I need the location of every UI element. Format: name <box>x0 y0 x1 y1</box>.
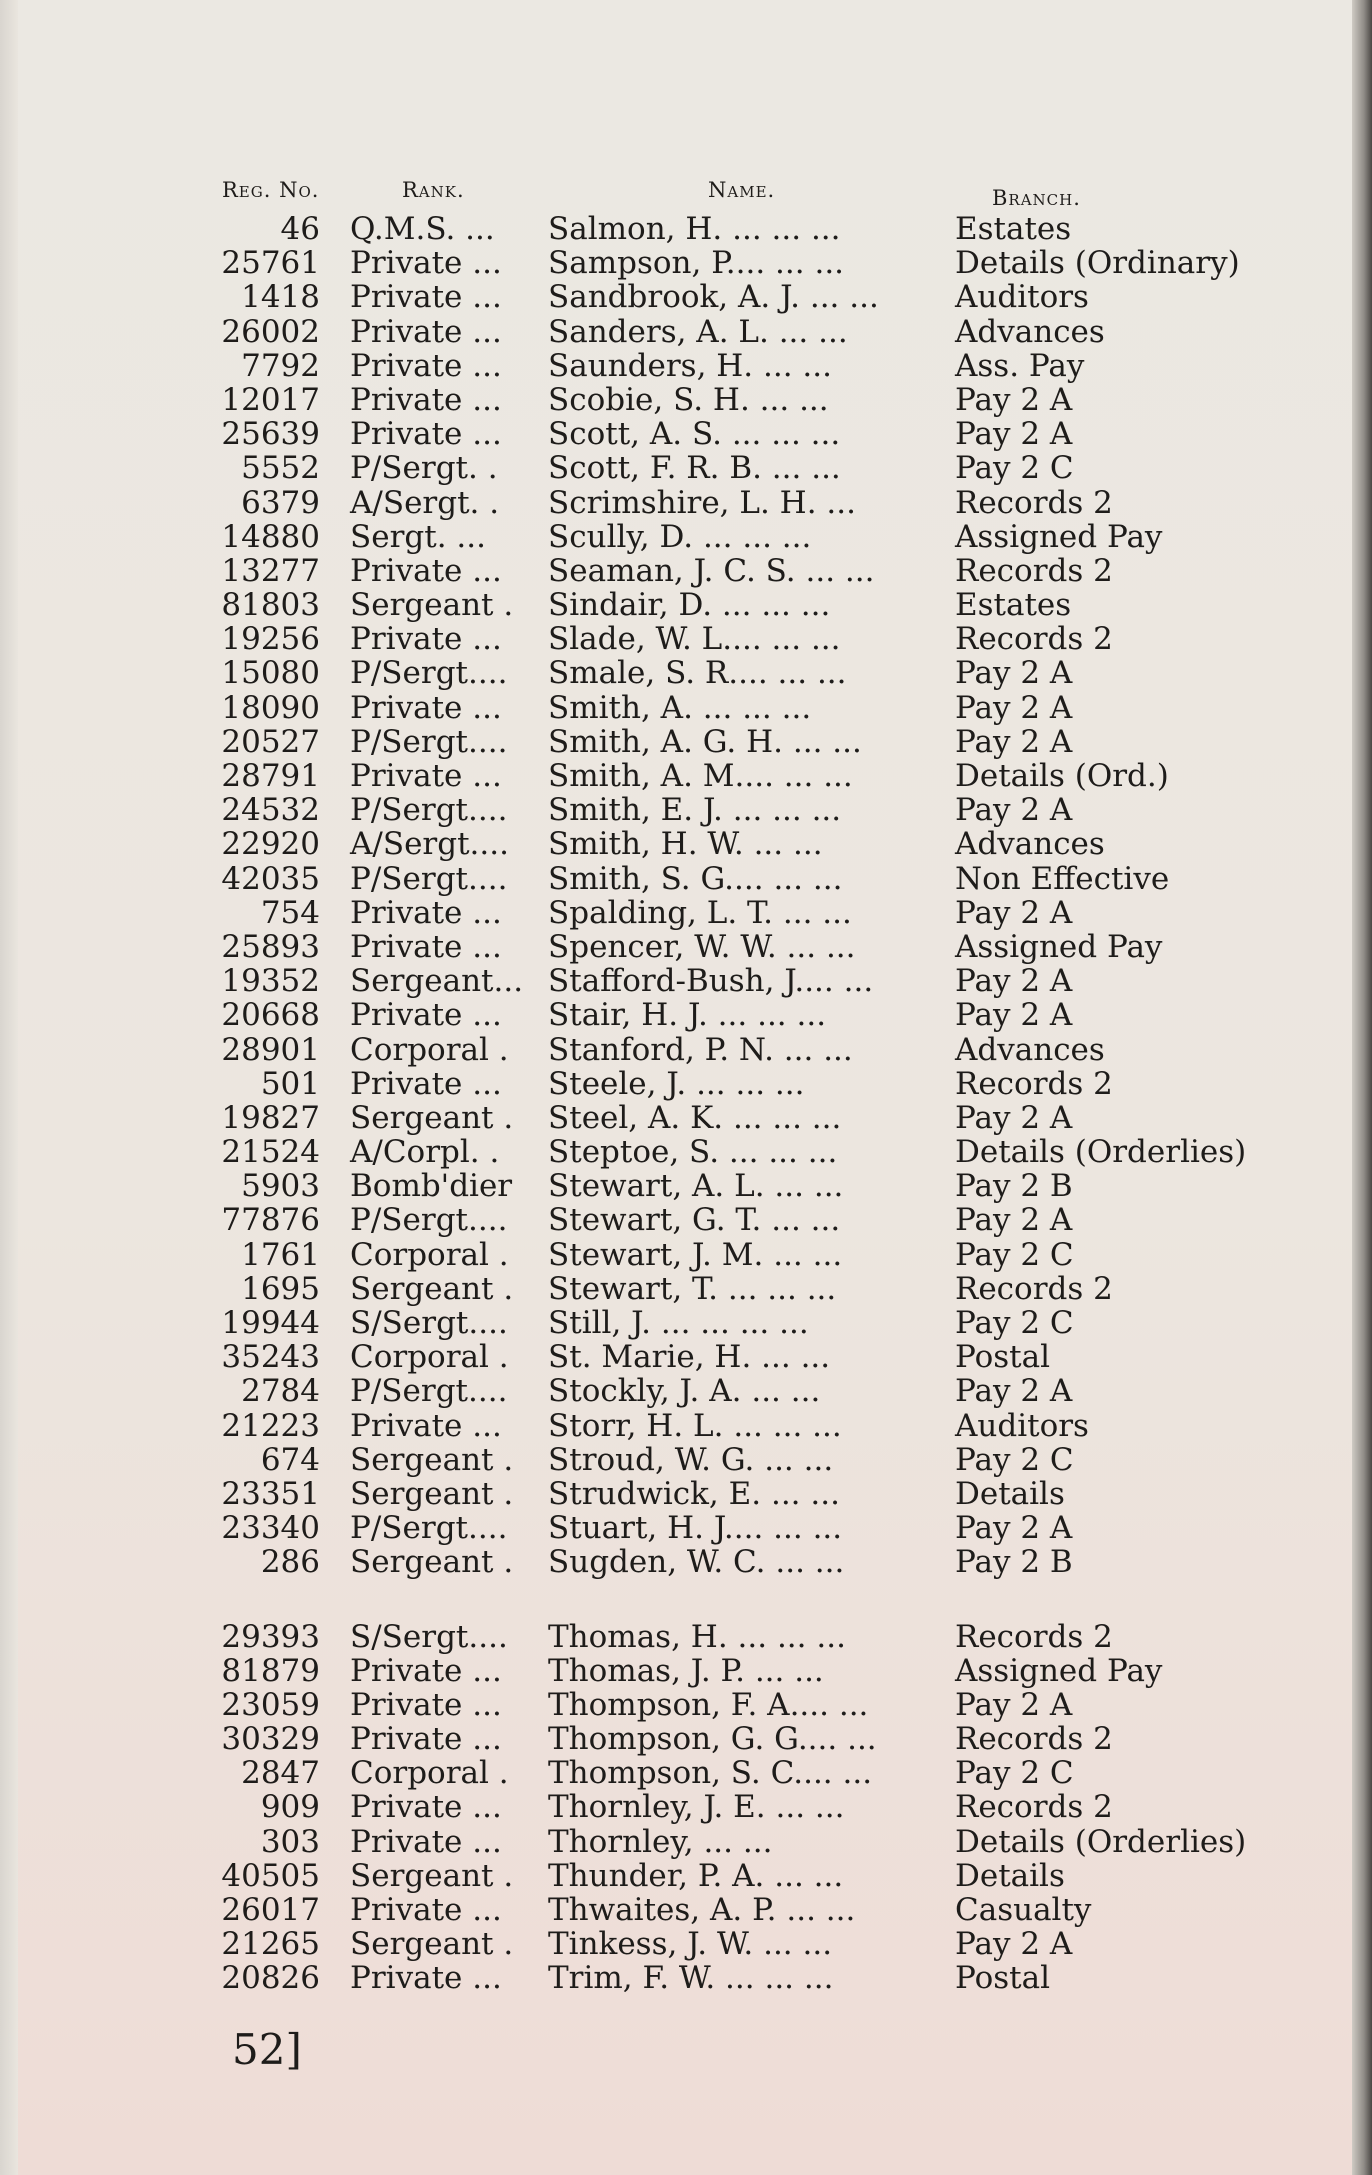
list-row <box>0 246 1372 280</box>
list-row <box>0 1306 1372 1340</box>
list-row <box>0 725 1372 759</box>
branch: Pay 2 B <box>955 1544 1073 1581</box>
rank: Private ... <box>350 928 502 965</box>
list-row <box>0 1409 1372 1443</box>
name: Sandbrook, A. J. ... ... <box>548 279 879 316</box>
rank: P/Sergt.... <box>350 1202 508 1239</box>
name: Saunders, H. ... ... <box>548 347 832 384</box>
name: Thornley, J. E. ... ... <box>548 1789 845 1826</box>
rank: Private ... <box>350 1960 502 1997</box>
rank: Sergeant . <box>350 1270 514 1307</box>
name: Stewart, T. ... ... ... <box>548 1270 837 1307</box>
list-row <box>0 1511 1372 1545</box>
rank: Private ... <box>350 689 502 726</box>
rank: Private ... <box>350 313 502 350</box>
list-row <box>0 827 1372 861</box>
reg-number: 77876 <box>221 1202 320 1239</box>
list-row <box>0 383 1372 417</box>
list-row <box>0 1135 1372 1169</box>
reg-number: 19256 <box>221 621 320 658</box>
reg-number: 23059 <box>221 1686 320 1723</box>
reg-number: 303 <box>260 1823 320 1860</box>
branch: Pay 2 A <box>955 655 1073 692</box>
reg-number: 1418 <box>241 279 320 316</box>
branch: Pay 2 A <box>955 1510 1073 1547</box>
list-group-s <box>0 212 1372 1580</box>
reg-number: 18090 <box>221 689 320 726</box>
branch: Records 2 <box>955 484 1113 521</box>
list-row <box>0 588 1372 622</box>
rank: Sergeant . <box>350 587 514 624</box>
name: Spalding, L. T. ... ... <box>548 894 852 931</box>
list-row <box>0 1722 1372 1756</box>
list-row <box>0 930 1372 964</box>
name: Thomas, H. ... ... ... <box>548 1618 846 1655</box>
name: Scrimshire, L. H. ... <box>548 484 856 521</box>
reg-number: 22920 <box>221 826 320 863</box>
list-row <box>0 520 1372 554</box>
branch: Auditors <box>955 1407 1089 1444</box>
list-row <box>0 1545 1372 1579</box>
branch: Details (Ord.) <box>955 758 1169 794</box>
name: Smale, S. R.... ... ... <box>548 655 847 692</box>
rank: Private ... <box>350 1789 502 1826</box>
branch: Pay 2 C <box>955 1305 1074 1341</box>
name: Stockly, J. A. ... ... <box>548 1373 821 1410</box>
list-row <box>0 622 1372 656</box>
list-row <box>0 896 1372 930</box>
rank: Private ... <box>350 1892 502 1928</box>
reg-number: 28901 <box>221 1031 320 1068</box>
name: Stewart, J. M. ... ... <box>548 1236 843 1273</box>
reg-number: 14880 <box>221 518 320 555</box>
name: Tinkess, J. W. ... ... <box>548 1926 833 1963</box>
rank: Private ... <box>350 347 502 384</box>
list-row <box>0 315 1372 349</box>
list-row <box>0 1825 1372 1859</box>
list-row <box>0 964 1372 998</box>
list-row <box>0 1859 1372 1893</box>
list-row <box>0 280 1372 314</box>
list-row <box>0 656 1372 690</box>
branch: Pay 2 A <box>955 997 1073 1034</box>
reg-number: 20668 <box>221 997 320 1034</box>
rank: Private ... <box>350 552 502 589</box>
rank: Private ... <box>350 997 502 1034</box>
name: Scully, D. ... ... ... <box>548 518 812 555</box>
header-name: Name. <box>708 178 776 202</box>
page-number: 52] <box>232 2025 302 2074</box>
reg-number: 42035 <box>221 860 320 897</box>
rank: Private ... <box>350 1823 502 1860</box>
branch: Details (Ordinary) <box>955 245 1240 282</box>
reg-number: 29393 <box>221 1618 320 1655</box>
branch: Pay 2 A <box>955 894 1073 931</box>
rank: Private ... <box>350 245 502 282</box>
branch: Non Effective <box>955 860 1170 897</box>
name: Stewart, A. L. ... ... <box>548 1168 844 1205</box>
reg-number: 909 <box>260 1789 320 1826</box>
reg-number: 21223 <box>221 1407 320 1444</box>
list-row <box>0 793 1372 827</box>
group-gap <box>0 1580 1372 1620</box>
branch: Pay 2 A <box>955 1373 1073 1410</box>
name: Sugden, W. C. ... ... <box>548 1544 845 1581</box>
name: Thwaites, A. P. ... ... <box>548 1892 856 1928</box>
name: Smith, H. W. ... ... <box>548 826 823 863</box>
rank: Private ... <box>350 279 502 316</box>
rank: P/Sergt.... <box>350 723 508 760</box>
reg-number: 30329 <box>221 1721 320 1758</box>
reg-number: 1761 <box>241 1236 320 1273</box>
branch: Pay 2 A <box>955 1202 1073 1239</box>
list-row <box>0 1654 1372 1688</box>
name: Scott, F. R. B. ... ... <box>548 450 841 487</box>
name: Sampson, P.... ... ... <box>548 245 845 282</box>
list-row <box>0 554 1372 588</box>
branch: Pay 2 C <box>955 1236 1074 1273</box>
list-row <box>0 1688 1372 1722</box>
reg-number: 24532 <box>221 792 320 829</box>
list-row <box>0 417 1372 451</box>
list-row <box>0 486 1372 520</box>
reg-number: 2784 <box>241 1373 320 1410</box>
rank: Corporal . <box>350 1755 509 1792</box>
name: Sanders, A. L. ... ... <box>548 313 848 350</box>
branch: Advances <box>955 1031 1105 1068</box>
reg-number: 19827 <box>221 1099 320 1136</box>
reg-number: 35243 <box>221 1339 320 1376</box>
personnel-list <box>0 212 1372 1996</box>
reg-number: 25761 <box>221 245 320 282</box>
name: Seaman, J. C. S. ... ... <box>548 552 875 589</box>
reg-number: 81879 <box>221 1652 320 1689</box>
rank: P/Sergt.... <box>350 1510 508 1547</box>
branch: Pay 2 A <box>955 1099 1073 1136</box>
rank: Corporal . <box>350 1236 509 1273</box>
rank: S/Sergt.... <box>350 1618 508 1655</box>
branch: Advances <box>955 826 1105 863</box>
name: Still, J. ... ... ... ... <box>548 1305 809 1341</box>
list-row <box>0 1169 1372 1203</box>
rank: Private ... <box>350 621 502 658</box>
branch: Records 2 <box>955 1721 1113 1758</box>
rank: Private ... <box>350 758 502 794</box>
branch: Estates <box>955 587 1072 624</box>
list-group-t <box>0 1620 1372 1996</box>
name: Sindair, D. ... ... ... <box>548 587 831 624</box>
list-row <box>0 1790 1372 1824</box>
reg-number: 81803 <box>221 587 320 624</box>
branch: Details (Orderlies) <box>955 1134 1247 1171</box>
name: Storr, H. L. ... ... ... <box>548 1407 842 1444</box>
name: Slade, W. L.... ... ... <box>548 621 841 658</box>
rank: A/Sergt.... <box>350 826 509 863</box>
list-row <box>0 1101 1372 1135</box>
reg-number: 501 <box>260 1065 320 1102</box>
rank: Sergeant . <box>350 1441 514 1478</box>
list-row <box>0 1272 1372 1306</box>
reg-number: 20826 <box>221 1960 320 1997</box>
rank: Bomb'dier <box>350 1168 513 1205</box>
name: Thomas, J. P. ... ... <box>548 1652 824 1689</box>
header-rank: Rank. <box>402 178 465 202</box>
list-row <box>0 1067 1372 1101</box>
reg-number: 23351 <box>221 1475 320 1512</box>
reg-number: 15080 <box>221 655 320 692</box>
branch: Records 2 <box>955 621 1113 658</box>
header-branch: Branch. <box>992 186 1081 210</box>
rank: Sergeant . <box>350 1475 514 1512</box>
rank: Sergeant . <box>350 1857 514 1894</box>
reg-number: 26002 <box>221 313 320 350</box>
rank: Private ... <box>350 381 502 418</box>
branch: Records 2 <box>955 1789 1113 1826</box>
name: Thunder, P. A. ... ... <box>548 1857 844 1894</box>
name: Strudwick, E. ... ... <box>548 1475 840 1512</box>
rank: P/Sergt.... <box>350 1373 508 1410</box>
list-row <box>0 349 1372 383</box>
reg-number: 28791 <box>221 758 320 794</box>
branch: Records 2 <box>955 1618 1113 1655</box>
branch: Pay 2 C <box>955 1441 1074 1478</box>
branch: Records 2 <box>955 1065 1113 1102</box>
reg-number: 25893 <box>221 928 320 965</box>
reg-number: 12017 <box>221 381 320 418</box>
branch: Details <box>955 1857 1065 1894</box>
branch: Assigned Pay <box>955 1652 1163 1689</box>
list-row <box>0 1033 1372 1067</box>
list-row <box>0 1620 1372 1654</box>
reg-number: 286 <box>260 1544 320 1581</box>
name: St. Marie, H. ... ... <box>548 1339 831 1376</box>
rank: P/Sergt.... <box>350 860 508 897</box>
list-row <box>0 1238 1372 1272</box>
name: Smith, A. ... ... ... <box>548 689 812 726</box>
branch: Details (Orderlies) <box>955 1823 1247 1860</box>
rank: Private ... <box>350 1407 502 1444</box>
reg-number: 40505 <box>221 1857 320 1894</box>
rank: P/Sergt.... <box>350 655 508 692</box>
branch: Pay 2 A <box>955 416 1073 453</box>
reg-number: 6379 <box>241 484 320 521</box>
rank: Private ... <box>350 1721 502 1758</box>
rank: Corporal . <box>350 1339 509 1376</box>
name: Stuart, H. J.... ... ... <box>548 1510 843 1547</box>
name: Stair, H. J. ... ... ... <box>548 997 827 1034</box>
reg-number: 25639 <box>221 416 320 453</box>
list-row <box>0 862 1372 896</box>
name: Steel, A. K. ... ... ... <box>548 1099 842 1136</box>
reg-number: 7792 <box>241 347 320 384</box>
branch: Pay 2 A <box>955 689 1073 726</box>
branch: Postal <box>955 1960 1051 1997</box>
rank: Sergeant . <box>350 1926 514 1963</box>
rank: P/Sergt. . <box>350 450 498 487</box>
list-row <box>0 1203 1372 1237</box>
name: Thornley, ... ... <box>548 1823 773 1860</box>
reg-number: 23340 <box>221 1510 320 1547</box>
reg-number: 13277 <box>221 552 320 589</box>
branch: Assigned Pay <box>955 928 1163 965</box>
name: Stafford-Bush, J.... ... <box>548 963 874 1000</box>
reg-number: 26017 <box>221 1892 320 1928</box>
branch: Details <box>955 1475 1065 1512</box>
list-row <box>0 998 1372 1032</box>
name: Smith, A. M.... ... ... <box>548 758 853 794</box>
name: Trim, F. W. ... ... ... <box>548 1960 834 1997</box>
reg-number: 46 <box>280 211 320 247</box>
name: Thompson, S. C.... ... <box>548 1755 873 1792</box>
reg-number: 21524 <box>221 1134 320 1171</box>
branch: Advances <box>955 313 1105 350</box>
reg-number: 19944 <box>221 1305 320 1341</box>
rank: Sergt. ... <box>350 518 486 555</box>
rank: Sergeant... <box>350 963 524 1000</box>
list-row <box>0 1927 1372 1961</box>
rank: A/Sergt. . <box>350 484 500 521</box>
name: Thompson, G. G.... ... <box>548 1721 877 1758</box>
rank: Private ... <box>350 416 502 453</box>
list-row <box>0 1477 1372 1511</box>
name: Stanford, P. N. ... ... <box>548 1031 853 1068</box>
name: Scobie, S. H. ... ... <box>548 381 829 418</box>
name: Stewart, G. T. ... ... <box>548 1202 841 1239</box>
branch: Casualty <box>955 1892 1092 1928</box>
list-row <box>0 1961 1372 1995</box>
reg-number: 1695 <box>241 1270 320 1307</box>
branch: Pay 2 A <box>955 1686 1073 1723</box>
rank: Corporal . <box>350 1031 509 1068</box>
reg-number: 674 <box>260 1441 320 1478</box>
list-row <box>0 1756 1372 1790</box>
reg-number: 21265 <box>221 1926 320 1963</box>
rank: Q.M.S. ... <box>350 211 495 247</box>
reg-number: 20527 <box>221 723 320 760</box>
list-row <box>0 1443 1372 1477</box>
branch: Pay 2 A <box>955 792 1073 829</box>
list-row <box>0 759 1372 793</box>
list-row <box>0 1340 1372 1374</box>
reg-number: 5903 <box>241 1168 320 1205</box>
branch: Pay 2 A <box>955 723 1073 760</box>
rank: Sergeant . <box>350 1544 514 1581</box>
branch: Pay 2 A <box>955 1926 1073 1963</box>
branch: Pay 2 A <box>955 381 1073 418</box>
branch: Ass. Pay <box>955 347 1085 384</box>
name: Scott, A. S. ... ... ... <box>548 416 841 453</box>
list-row <box>0 1374 1372 1408</box>
name: Steptoe, S. ... ... ... <box>548 1134 838 1171</box>
reg-number: 754 <box>260 894 320 931</box>
list-row <box>0 212 1372 246</box>
rank: A/Corpl. . <box>350 1134 500 1171</box>
name: Salmon, H. ... ... ... <box>548 211 841 247</box>
list-row <box>0 451 1372 485</box>
rank: Sergeant . <box>350 1099 514 1136</box>
name: Smith, S. G.... ... ... <box>548 860 843 897</box>
branch: Pay 2 C <box>955 450 1074 487</box>
list-row <box>0 1893 1372 1927</box>
reg-number: 5552 <box>241 450 320 487</box>
list-row <box>0 691 1372 725</box>
branch: Pay 2 A <box>955 963 1073 1000</box>
header-reg-no: Reg. No. <box>222 178 320 202</box>
rank: Private ... <box>350 1065 502 1102</box>
name: Spencer, W. W. ... ... <box>548 928 856 965</box>
rank: P/Sergt.... <box>350 792 508 829</box>
rank: Private ... <box>350 1652 502 1689</box>
branch: Records 2 <box>955 1270 1113 1307</box>
branch: Postal <box>955 1339 1051 1376</box>
rank: Private ... <box>350 894 502 931</box>
branch: Estates <box>955 211 1072 247</box>
branch: Pay 2 B <box>955 1168 1073 1205</box>
name: Smith, A. G. H. ... ... <box>548 723 862 760</box>
reg-number: 2847 <box>241 1755 320 1792</box>
reg-number: 19352 <box>221 963 320 1000</box>
rank: S/Sergt.... <box>350 1305 508 1341</box>
name: Steele, J. ... ... ... <box>548 1065 805 1102</box>
rank: Private ... <box>350 1686 502 1723</box>
branch: Records 2 <box>955 552 1113 589</box>
name: Stroud, W. G. ... ... <box>548 1441 834 1478</box>
name: Thompson, F. A.... ... <box>548 1686 869 1723</box>
branch: Auditors <box>955 279 1089 316</box>
branch: Assigned Pay <box>955 518 1163 555</box>
name: Smith, E. J. ... ... ... <box>548 792 842 829</box>
branch: Pay 2 C <box>955 1755 1074 1792</box>
